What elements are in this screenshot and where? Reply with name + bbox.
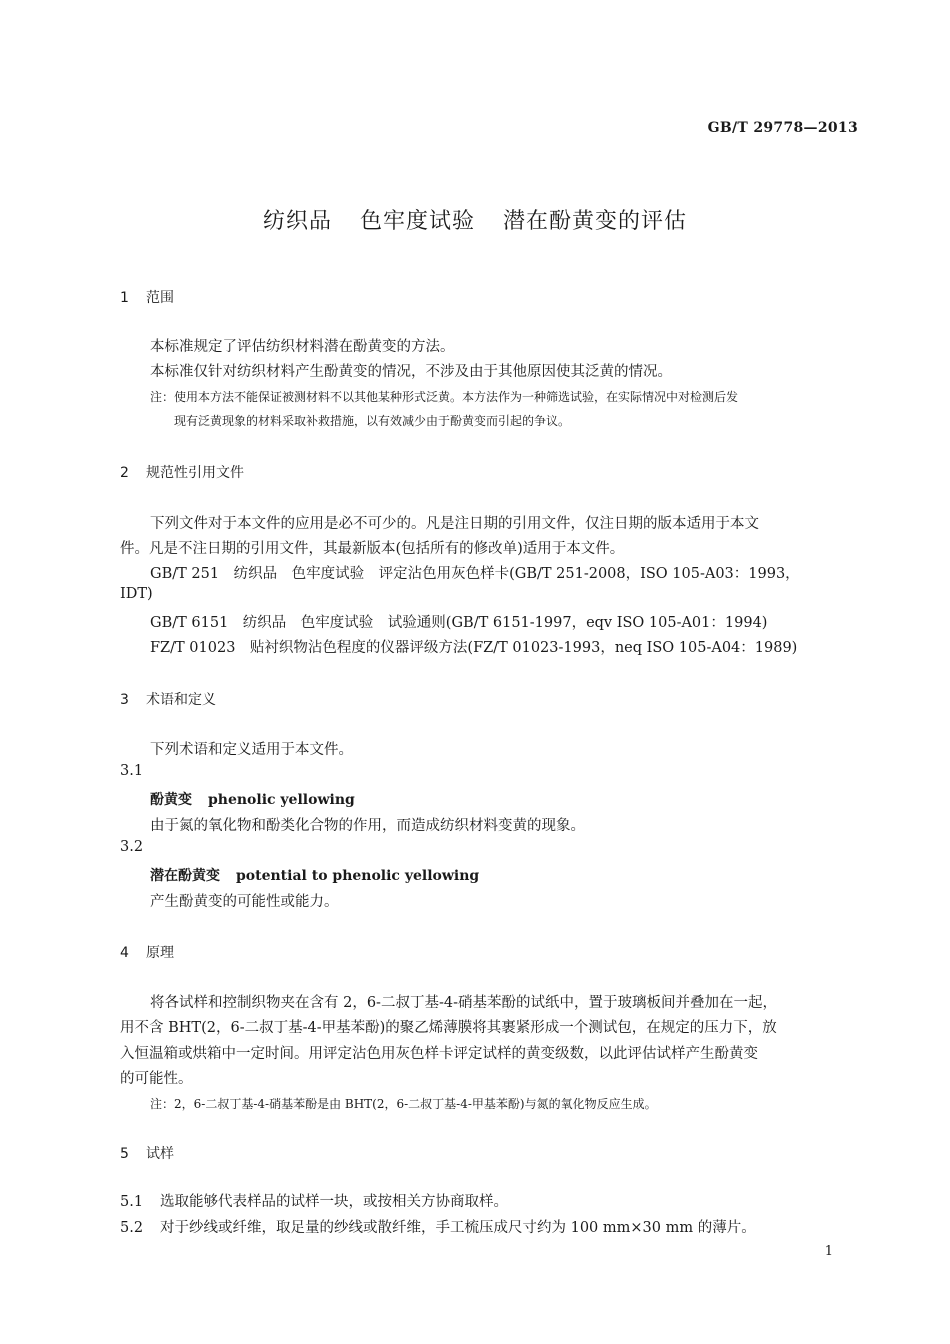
paragraph-line: 将各试样和控制织物夹在含有 2，6-二叔丁基-4-硝基苯酚的试纸中，置于玻璃板间并叠加在一起，: [150, 995, 777, 1011]
paragraph-line: 用不含 BHT(2，6-二叔丁基-4-甲基苯酚)的聚乙烯薄膜将其裹紧形成一个测试包，在规定的压力下，放: [120, 1020, 777, 1036]
clause-number: 5.2: [120, 1220, 144, 1236]
term-en: phenolic yellowing: [208, 792, 355, 808]
paragraph: 本标准规定了评估纺织材料潜在酚黄变的方法。: [150, 339, 455, 355]
term-en: potential to phenolic yellowing: [236, 868, 480, 884]
paragraph-line: 下列文件对于本文件的应用是必不可少的。凡是注日期的引用文件，仅注日期的版本适用于本文: [150, 516, 759, 532]
clause-text: 选取能够代表样品的试样一块，或按相关方协商取样。: [160, 1194, 508, 1210]
paragraph: 本标准仅针对纺织材料产生酚黄变的情况，不涉及由于其他原因使其泛黄的情况。: [150, 364, 672, 380]
term-definition: 产生酚黄变的可能性或能力。: [150, 894, 339, 910]
term-2: [150, 865, 479, 885]
term-zh: 酚黄变: [150, 792, 192, 808]
section-number: 4: [120, 945, 129, 961]
title-part-1: 纺织品: [262, 209, 332, 234]
reference-entry: GB/T 6151 纺织品 色牢度试验 试验通则(GB/T 6151-1997，eqv ISO 105-A01：1994): [150, 615, 768, 631]
paragraph: 下列术语和定义适用于本文件。: [150, 742, 353, 758]
section-title: 原理: [146, 945, 174, 961]
clause-5-1: [120, 1190, 508, 1211]
document-title: [0, 204, 950, 235]
section-title: 试样: [146, 1146, 174, 1162]
section-title: 范围: [146, 290, 174, 306]
paragraph-line: 件。凡是不注日期的引用文件，其最新版本(包括所有的修改单)适用于本文件。: [120, 541, 625, 557]
reference-entry: FZ/T 01023 贴衬织物沾色程度的仪器评级方法(FZ/T 01023-1993，neq ISO 105-A04：1989): [150, 640, 798, 656]
section-number: 2: [120, 465, 129, 481]
note-line: 现有泛黄现象的材料采取补救措施，以有效减少由于酚黄变而引起的争议。: [174, 414, 571, 428]
term-number: 3.2: [120, 839, 144, 855]
title-part-3: 潜在酚黄变的评估: [503, 209, 688, 234]
paragraph-line: 的可能性。: [120, 1071, 193, 1087]
clause-5-2: [120, 1216, 756, 1237]
term-number: 3.1: [120, 763, 144, 779]
section-4-heading: [120, 942, 174, 962]
clause-text: 对于纱线或纤维，取足量的纱线或散纤维，手工梳压成尺寸约为 100 mm×30 mm 的薄片。: [160, 1220, 756, 1236]
title-part-2: 色牢度试验: [359, 209, 475, 234]
note-line: 注：使用本方法不能保证被测材料不以其他某种形式泛黄。本方法作为一种筛选试验，在实际情况中对检测后发: [150, 390, 739, 404]
section-2-heading: [120, 462, 244, 482]
paragraph-line: 入恒温箱或烘箱中一定时间。用评定沾色用灰色样卡评定试样的黄变级数，以此评估试样产生酚黄变: [120, 1046, 758, 1062]
term-1: [150, 789, 355, 809]
section-3-heading: [120, 689, 216, 709]
section-number: 1: [120, 290, 129, 306]
term-zh: 潜在酚黄变: [150, 868, 220, 884]
page-number: 1: [824, 1244, 833, 1259]
clause-number: 5.1: [120, 1194, 144, 1210]
section-title: 规范性引用文件: [146, 465, 244, 481]
reference-entry: GB/T 251 纺织品 色牢度试验 评定沾色用灰色样卡(GB/T 251-2008，ISO 105-A03：1993，: [150, 566, 800, 582]
note-line: 注：2，6-二叔丁基-4-硝基苯酚是由 BHT(2，6-二叔丁基-4-甲基苯酚)与氮的氧化物反应生成。: [150, 1097, 657, 1111]
section-5-heading: [120, 1143, 174, 1163]
term-definition: 由于氮的氧化物和酚类化合物的作用，而造成纺织材料变黄的现象。: [150, 818, 585, 834]
section-title: 术语和定义: [146, 692, 216, 708]
section-1-heading: [120, 287, 174, 307]
reference-entry-continued: IDT): [120, 586, 153, 602]
section-number: 3: [120, 692, 129, 708]
standard-number: GB/T 29778—2013: [707, 120, 858, 136]
section-number: 5: [120, 1146, 129, 1162]
